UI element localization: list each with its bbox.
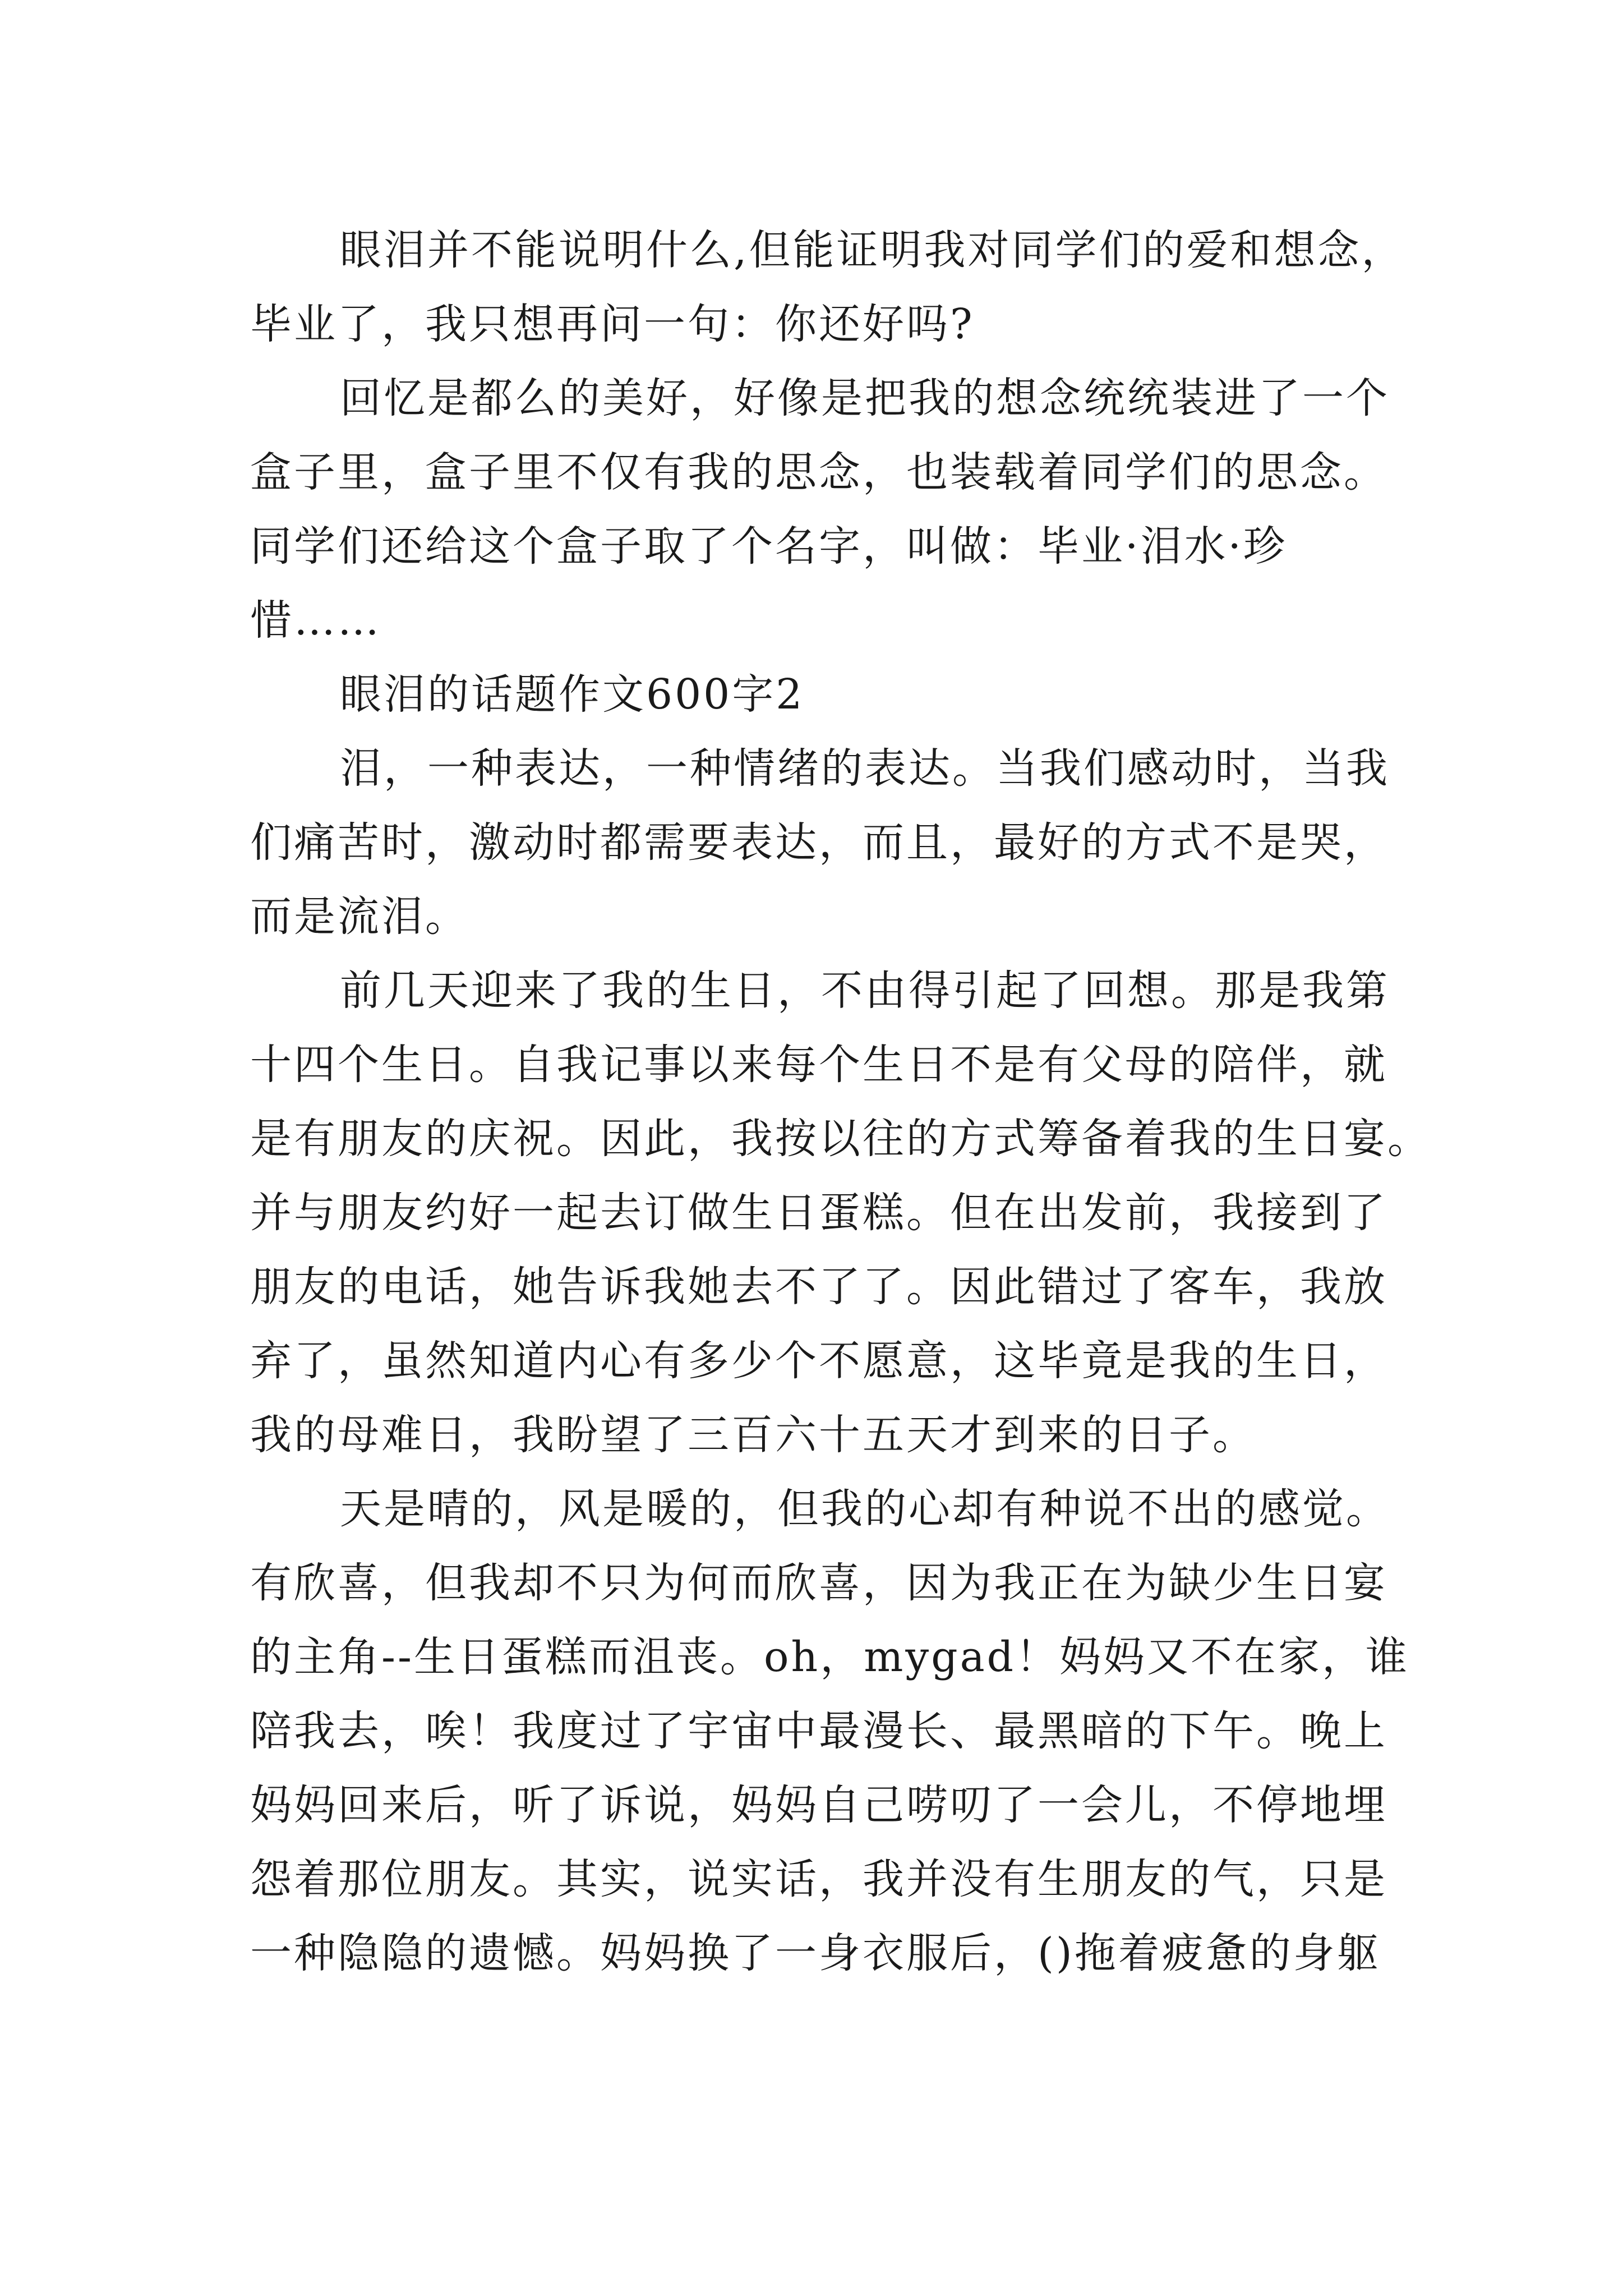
text-line: 一种隐隐的遗憾。妈妈换了一身衣服后，()拖着疲惫的身躯 — [250, 1929, 1381, 1977]
text-line: 眼泪并不能说明什么,但能证明我对同学们的爱和想念， — [340, 226, 1405, 274]
section-heading: 眼泪的话题作文600字2 — [340, 670, 805, 719]
text-line: 妈妈回来后，听了诉说，妈妈自己唠叨了一会儿，不停地埋 — [250, 1781, 1387, 1829]
text-line: 的主角--生日蛋糕而沮丧。oh，mygad！妈妈又不在家，谁 — [250, 1633, 1410, 1681]
text-line: 怨着那位朋友。其实，说实话，我并没有生朋友的气，只是 — [250, 1855, 1387, 1903]
text-line: 并与朋友约好一起去订做生日蛋糕。但在出发前，我接到了 — [250, 1189, 1387, 1237]
text-line: 十四个生日。自我记事以来每个生日不是有父母的陪伴，就 — [250, 1041, 1387, 1089]
text-line: 弃了，虽然知道内心有多少个不愿意，这毕竟是我的生日， — [250, 1337, 1387, 1385]
document-body — [250, 213, 1439, 1990]
text-line: 是有朋友的庆祝。因此，我按以往的方式筹备着我的生日宴。 — [250, 1115, 1431, 1163]
text-line: 同学们还给这个盒子取了个名字，叫做：毕业·泪水·珍 — [250, 522, 1288, 570]
text-line: 惜…… — [250, 596, 381, 645]
text-line: 前几天迎来了我的生日，不由得引起了回想。那是我第 — [340, 967, 1390, 1015]
text-line: 毕业了，我只想再问一句：你还好吗? — [250, 300, 975, 348]
text-line: 朋友的电话，她告诉我她去不了了。因此错过了客车，我放 — [250, 1263, 1387, 1311]
text-line: 陪我去，唉！我度过了宇宙中最漫长、最黑暗的下午。晚上 — [250, 1707, 1387, 1755]
text-line: 们痛苦时，激动时都需要表达，而且，最好的方式不是哭， — [250, 818, 1387, 867]
text-line: 而是流泪。 — [250, 892, 469, 941]
text-line: 泪，一种表达，一种情绪的表达。当我们感动时，当我 — [340, 744, 1390, 793]
text-line: 我的母难日，我盼望了三百六十五天才到来的日子。 — [250, 1411, 1256, 1459]
text-line: 回忆是都么的美好，好像是把我的想念统统装进了一个 — [340, 374, 1390, 422]
text-line: 天是晴的，风是暖的，但我的心却有种说不出的感觉。 — [340, 1485, 1390, 1533]
text-line: 盒子里，盒子里不仅有我的思念，也装载着同学们的思念。 — [250, 448, 1387, 496]
text-line: 有欣喜，但我却不只为何而欣喜，因为我正在为缺少生日宴 — [250, 1559, 1387, 1607]
